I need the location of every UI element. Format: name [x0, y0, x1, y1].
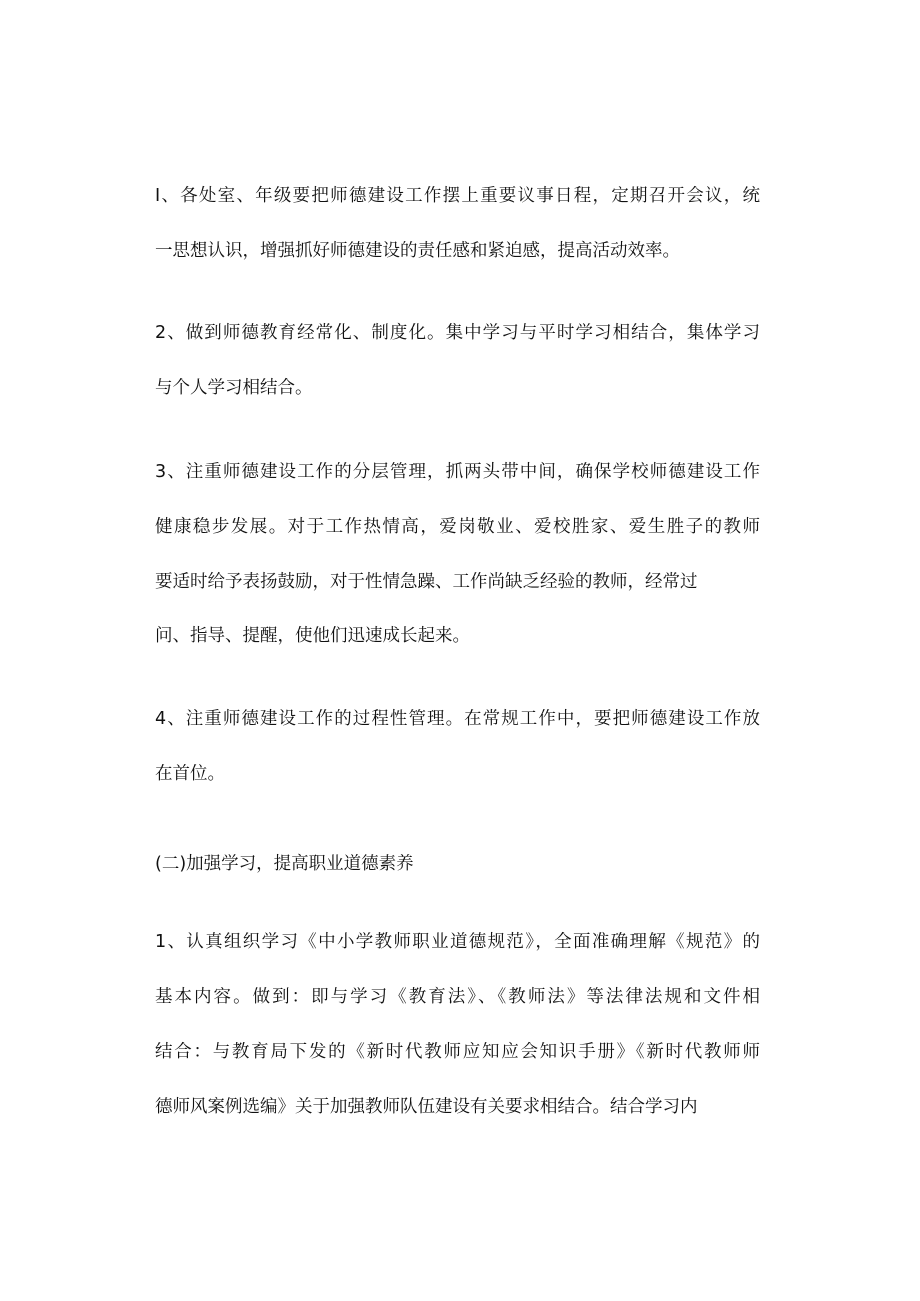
text-line: 1、认真组织学习《中小学教师职业道德规范》，全面准确理解《规范》的: [155, 932, 760, 952]
text-line: 要适时给予表扬鼓励，对于性情急躁、工作尚缺乏经验的教师，经常过: [155, 572, 698, 592]
text-line: 德师风案例选编》关于加强教师队伍建设有关要求相结合。结合学习内: [155, 1097, 698, 1117]
text-line: 2、做到师德教育经常化、制度化。集中学习与平时学习相结合，集体学习: [155, 323, 760, 343]
text-line: 与个人学习相结合。: [155, 378, 313, 398]
text-line: I、各处室、年级要把师德建设工作摆上重要议事日程，定期召开会议，统: [155, 186, 760, 206]
text-line: 问、指导、提醒，使他们迅速成长起来。: [155, 626, 470, 646]
text-line: 健康稳步发展。对于工作热情高，爱岗敬业、爱校胜家、爱生胜子的教师: [155, 517, 760, 537]
text-line: 一思想认识，增强抓好师德建设的责任感和紧迫感，提高活动效率。: [155, 241, 680, 261]
text-line: 3、注重师德建设工作的分层管理，抓两头带中间，确保学校师德建设工作: [155, 462, 760, 482]
text-line: 结合：与教育局下发的《新时代教师应知应会知识手册》《新时代教师师: [155, 1042, 760, 1062]
section-heading: (二)加强学习，提高职业道德素养: [155, 854, 414, 874]
text-line: 基本内容。做到：即与学习《教育法》、《教师法》等法律法规和文件相: [155, 987, 760, 1007]
text-line: 在首位。: [155, 764, 225, 784]
text-line: 4、注重师德建设工作的过程性管理。在常规工作中，要把师德建设工作放: [155, 709, 760, 729]
